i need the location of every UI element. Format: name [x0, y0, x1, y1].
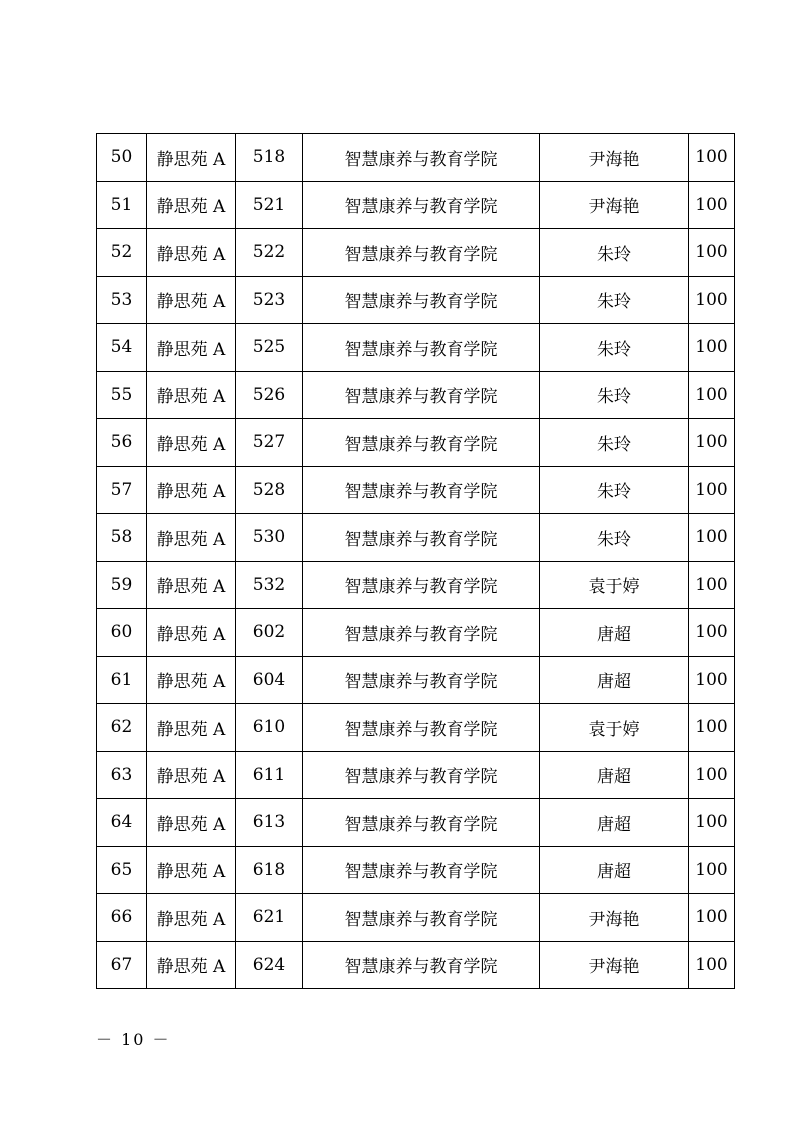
table-row [97, 656, 735, 704]
row-number-cell: 58 [97, 514, 147, 562]
score-cell: 100 [689, 561, 735, 609]
row-number-cell: 51 [97, 181, 147, 229]
building-cell: 静思苑 A [147, 514, 236, 562]
row-number-cell: 62 [97, 704, 147, 752]
college-cell: 智慧康养与教育学院 [303, 371, 540, 419]
college-cell: 智慧康养与教育学院 [303, 561, 540, 609]
room-number-cell: 611 [236, 751, 303, 799]
table-row [97, 561, 735, 609]
college-cell: 智慧康养与教育学院 [303, 799, 540, 847]
room-number-cell: 610 [236, 704, 303, 752]
row-number-cell: 55 [97, 371, 147, 419]
score-cell: 100 [689, 324, 735, 372]
room-number-cell: 604 [236, 656, 303, 704]
college-cell: 智慧康养与教育学院 [303, 609, 540, 657]
building-cell: 静思苑 A [147, 894, 236, 942]
building-cell: 静思苑 A [147, 276, 236, 324]
score-cell: 100 [689, 181, 735, 229]
room-number-cell: 624 [236, 941, 303, 989]
person-in-charge-cell: 尹海艳 [540, 941, 689, 989]
page-number: － 10 － [96, 1030, 171, 1049]
person-in-charge-cell: 朱玲 [540, 324, 689, 372]
table-row [97, 894, 735, 942]
person-in-charge-cell: 唐超 [540, 846, 689, 894]
row-number-cell: 61 [97, 656, 147, 704]
college-cell: 智慧康养与教育学院 [303, 181, 540, 229]
room-number-cell: 602 [236, 609, 303, 657]
room-number-cell: 526 [236, 371, 303, 419]
table-row [97, 609, 735, 657]
score-cell: 100 [689, 371, 735, 419]
college-cell: 智慧康养与教育学院 [303, 941, 540, 989]
row-number-cell: 65 [97, 846, 147, 894]
score-cell: 100 [689, 134, 735, 182]
table-row [97, 229, 735, 277]
college-cell: 智慧康养与教育学院 [303, 276, 540, 324]
person-in-charge-cell: 朱玲 [540, 419, 689, 467]
score-cell: 100 [689, 276, 735, 324]
room-number-cell: 530 [236, 514, 303, 562]
college-cell: 智慧康养与教育学院 [303, 656, 540, 704]
score-cell: 100 [689, 799, 735, 847]
building-cell: 静思苑 A [147, 134, 236, 182]
table-row [97, 134, 735, 182]
person-in-charge-cell: 朱玲 [540, 276, 689, 324]
table-row [97, 276, 735, 324]
table-body [97, 134, 735, 989]
person-in-charge-cell: 尹海艳 [540, 134, 689, 182]
college-cell: 智慧康养与教育学院 [303, 846, 540, 894]
person-in-charge-cell: 袁于婷 [540, 561, 689, 609]
college-cell: 智慧康养与教育学院 [303, 751, 540, 799]
score-cell: 100 [689, 941, 735, 989]
score-cell: 100 [689, 704, 735, 752]
building-cell: 静思苑 A [147, 846, 236, 894]
score-cell: 100 [689, 894, 735, 942]
table-row [97, 324, 735, 372]
college-cell: 智慧康养与教育学院 [303, 466, 540, 514]
table-row [97, 466, 735, 514]
room-number-cell: 528 [236, 466, 303, 514]
row-number-cell: 56 [97, 419, 147, 467]
row-number-cell: 57 [97, 466, 147, 514]
score-cell: 100 [689, 514, 735, 562]
building-cell: 静思苑 A [147, 751, 236, 799]
room-number-cell: 518 [236, 134, 303, 182]
college-cell: 智慧康养与教育学院 [303, 419, 540, 467]
row-number-cell: 67 [97, 941, 147, 989]
table-row [97, 371, 735, 419]
building-cell: 静思苑 A [147, 419, 236, 467]
score-cell: 100 [689, 656, 735, 704]
building-cell: 静思苑 A [147, 466, 236, 514]
person-in-charge-cell: 朱玲 [540, 229, 689, 277]
person-in-charge-cell: 袁于婷 [540, 704, 689, 752]
room-number-cell: 522 [236, 229, 303, 277]
table-row [97, 941, 735, 989]
row-number-cell: 66 [97, 894, 147, 942]
building-cell: 静思苑 A [147, 609, 236, 657]
person-in-charge-cell: 朱玲 [540, 514, 689, 562]
college-cell: 智慧康养与教育学院 [303, 134, 540, 182]
person-in-charge-cell: 唐超 [540, 656, 689, 704]
row-number-cell: 52 [97, 229, 147, 277]
college-cell: 智慧康养与教育学院 [303, 894, 540, 942]
score-cell: 100 [689, 846, 735, 894]
table-row [97, 514, 735, 562]
score-cell: 100 [689, 419, 735, 467]
building-cell: 静思苑 A [147, 181, 236, 229]
room-number-cell: 525 [236, 324, 303, 372]
score-cell: 100 [689, 609, 735, 657]
college-cell: 智慧康养与教育学院 [303, 324, 540, 372]
building-cell: 静思苑 A [147, 324, 236, 372]
room-number-cell: 521 [236, 181, 303, 229]
room-number-cell: 527 [236, 419, 303, 467]
person-in-charge-cell: 朱玲 [540, 371, 689, 419]
person-in-charge-cell: 尹海艳 [540, 894, 689, 942]
building-cell: 静思苑 A [147, 941, 236, 989]
score-cell: 100 [689, 229, 735, 277]
college-cell: 智慧康养与教育学院 [303, 704, 540, 752]
person-in-charge-cell: 唐超 [540, 751, 689, 799]
room-number-cell: 621 [236, 894, 303, 942]
college-cell: 智慧康养与教育学院 [303, 229, 540, 277]
building-cell: 静思苑 A [147, 656, 236, 704]
table-row [97, 751, 735, 799]
row-number-cell: 53 [97, 276, 147, 324]
room-number-cell: 523 [236, 276, 303, 324]
building-cell: 静思苑 A [147, 704, 236, 752]
row-number-cell: 64 [97, 799, 147, 847]
table-row [97, 846, 735, 894]
room-number-cell: 613 [236, 799, 303, 847]
person-in-charge-cell: 唐超 [540, 609, 689, 657]
person-in-charge-cell: 尹海艳 [540, 181, 689, 229]
score-cell: 100 [689, 751, 735, 799]
row-number-cell: 63 [97, 751, 147, 799]
building-cell: 静思苑 A [147, 371, 236, 419]
room-number-cell: 618 [236, 846, 303, 894]
building-cell: 静思苑 A [147, 561, 236, 609]
score-cell: 100 [689, 466, 735, 514]
room-number-cell: 532 [236, 561, 303, 609]
row-number-cell: 50 [97, 134, 147, 182]
row-number-cell: 60 [97, 609, 147, 657]
table-row [97, 799, 735, 847]
table-row [97, 704, 735, 752]
table-row [97, 181, 735, 229]
college-cell: 智慧康养与教育学院 [303, 514, 540, 562]
person-in-charge-cell: 唐超 [540, 799, 689, 847]
row-number-cell: 54 [97, 324, 147, 372]
row-number-cell: 59 [97, 561, 147, 609]
building-cell: 静思苑 A [147, 229, 236, 277]
building-cell: 静思苑 A [147, 799, 236, 847]
dormitory-table [96, 133, 735, 989]
table-row [97, 419, 735, 467]
person-in-charge-cell: 朱玲 [540, 466, 689, 514]
